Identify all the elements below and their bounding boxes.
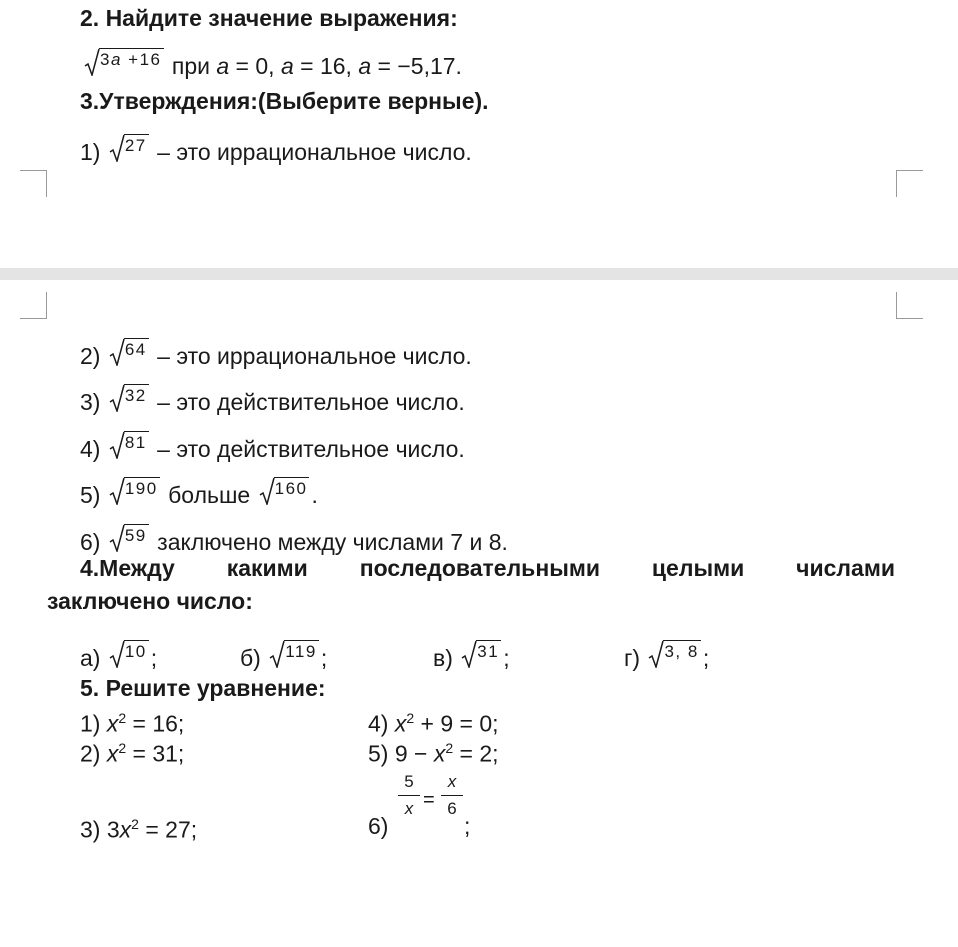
equation-3: 3) $3x^2 = 27$; — [80, 816, 198, 843]
sqrt-31: 31 — [461, 640, 501, 668]
sqrt-119: 119 — [269, 640, 319, 668]
equation-6-semicolon: ; — [464, 813, 471, 839]
sqrt-190: 190 — [109, 477, 160, 505]
equation-2: 2) $x^2 = 31$; — [80, 740, 185, 767]
task3-title: 3.Утверждения:(Выберите верные). — [80, 88, 489, 114]
option-v: в) 31 ; — [433, 642, 510, 671]
equation-6-label: 6) — [368, 813, 389, 839]
statement-3: 3) 32 – это действительное число. — [80, 386, 465, 415]
task5-title: 5. Решите уравнение: — [80, 675, 326, 701]
equation-4: 4) $x^2 + 9 = 0$; — [368, 710, 499, 737]
equation-5: 5) $9 - x^2 = 2$; — [368, 740, 499, 767]
statement-1: 1) 27 – это иррациональное число. — [80, 136, 472, 165]
sqrt-32: 32 — [109, 384, 149, 412]
equation-1: 1) $x^2 = 16$; — [80, 710, 185, 737]
statement-5: 5) 190 больше 160 . — [80, 479, 318, 508]
option-a: а) 10 ; — [80, 642, 158, 671]
statement-6: 6) 59 заключено между числами 7 и 8. — [80, 526, 508, 555]
sqrt-3-8: 3, 8 — [648, 640, 700, 668]
sqrt-expression: 3a +16 — [84, 48, 164, 76]
fraction-left: 5 x — [398, 772, 420, 819]
task4-title-line2: заключено число: — [47, 588, 253, 614]
page-corner-mark — [20, 292, 47, 319]
task2-title: 2. Найдите значение выражения: — [80, 5, 458, 31]
sqrt-27: 27 — [109, 134, 149, 162]
sqrt-81: 81 — [109, 431, 149, 459]
equals-sign: = — [423, 789, 435, 811]
task4-title: 4.Между какими последовательными целыми числами — [80, 555, 895, 581]
option-b: б) 119 ; — [240, 642, 328, 671]
sqrt-160: 160 — [259, 477, 310, 505]
sqrt-10: 10 — [109, 640, 149, 668]
fraction-right: x 6 — [441, 772, 463, 819]
page-separator — [0, 268, 958, 280]
statement-4: 4) 81 – это действительное число. — [80, 433, 465, 462]
task2-expression: 3a +16 при a = 0, a = 16, a = −5,17. — [82, 48, 462, 80]
page-corner-mark — [896, 292, 923, 319]
sqrt-64: 64 — [109, 338, 149, 366]
page-corner-mark — [20, 170, 47, 197]
option-g: г) 3, 8 ; — [624, 642, 710, 671]
sqrt-59: 59 — [109, 524, 149, 552]
statement-2: 2) 64 – это иррациональное число. — [80, 340, 472, 369]
page-corner-mark — [896, 170, 923, 197]
